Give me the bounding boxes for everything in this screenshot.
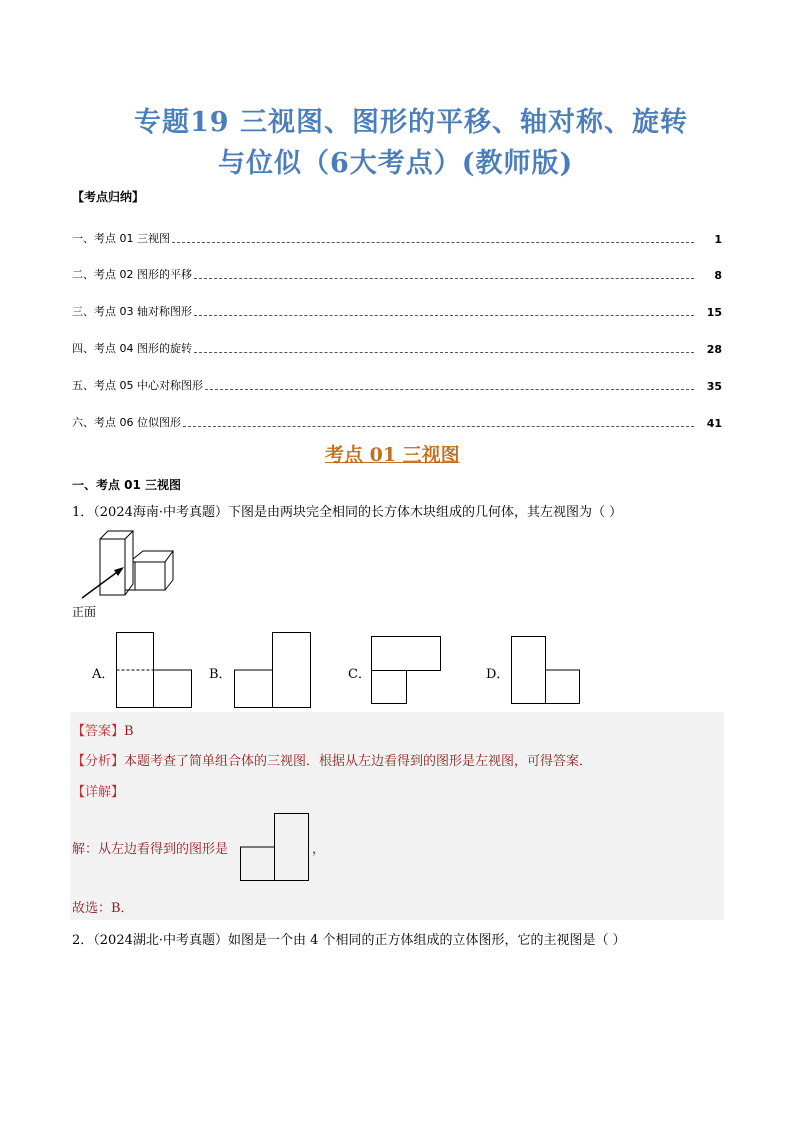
toc-leader xyxy=(194,278,694,279)
toc-item[interactable] xyxy=(72,414,722,430)
detail-figure xyxy=(240,813,310,881)
toc-item[interactable] xyxy=(72,340,722,356)
analysis-text: 本题考查了简单组合体的三视图．根据从左边看得到的图形是左视图，可得答案． xyxy=(124,754,593,769)
toc-item-label: 四、考点 04 图形的旋转 xyxy=(72,342,192,355)
toc-item-page: 1 xyxy=(714,233,722,246)
toc-item-label: 六、考点 06 位似图形 xyxy=(72,416,181,429)
detail-text: 解：从左边看得到的图形是 xyxy=(72,842,229,857)
option-a-figure[interactable] xyxy=(116,632,194,708)
toc-leader xyxy=(183,426,694,427)
option-b-figure[interactable] xyxy=(234,632,312,708)
analysis-line xyxy=(72,750,592,769)
toc-leader xyxy=(172,242,694,243)
question-1-text: 1．（2024海南·中考真题）下图是由两块完全相同的长方体木块组成的几何体，其左视图为（ ） xyxy=(72,505,623,520)
section-subheading: 一、考点 01 三视图 xyxy=(72,478,182,492)
toc-item-label: 一、考点 01 三视图 xyxy=(72,232,170,245)
toc-item-page: 8 xyxy=(714,269,722,282)
option-a-label[interactable]: A． xyxy=(92,667,115,682)
toc-item-page: 41 xyxy=(706,417,722,430)
front-label: 正面 xyxy=(72,605,97,619)
toc-item-label: 五、考点 05 中心对称图形 xyxy=(72,379,203,392)
option-c-label[interactable]: C． xyxy=(348,667,371,682)
detail-label: 【详解】 xyxy=(72,785,125,800)
toc-leader xyxy=(194,352,694,353)
option-c-figure[interactable] xyxy=(371,636,443,704)
toc-leader xyxy=(205,389,694,390)
toc-leader xyxy=(194,315,694,316)
answer-label: 【答案】 xyxy=(72,724,125,739)
toc-heading: 【考点归纳】 xyxy=(72,190,145,204)
toc-item-page: 35 xyxy=(706,380,722,393)
section-heading: 考点 01 三视图 xyxy=(325,444,460,466)
solid-figure xyxy=(70,528,190,608)
page-title-line1: 专题19 三视图、图形的平移、轴对称、旋转 xyxy=(134,107,688,138)
page-title-line2: 与位似（6大考点）(教师版) xyxy=(218,148,574,179)
answer-panel xyxy=(70,712,724,920)
toc-item[interactable] xyxy=(72,230,722,246)
detail-comma: ， xyxy=(312,842,326,857)
option-b-label[interactable]: B． xyxy=(209,667,232,682)
question-2-text: 2．（2024湖北·中考真题）如图是一个由 4 个相同的正方体组成的立体图形，它的主视图是（ ） xyxy=(72,933,626,948)
option-d-label[interactable]: D． xyxy=(486,667,510,682)
toc-item-label: 二、考点 02 图形的平移 xyxy=(72,268,192,281)
toc-item[interactable] xyxy=(72,377,722,393)
answer-line xyxy=(72,720,134,739)
toc-item-page: 28 xyxy=(706,343,722,356)
analysis-label: 【分析】 xyxy=(72,754,125,769)
toc-item[interactable] xyxy=(72,266,722,282)
option-d-figure[interactable] xyxy=(511,636,581,704)
answer-value: B xyxy=(124,724,134,739)
toc-item[interactable] xyxy=(72,303,722,319)
conclusion-text: 故选：B． xyxy=(72,901,134,916)
toc-item-page: 15 xyxy=(706,306,722,319)
toc-item-label: 三、考点 03 轴对称图形 xyxy=(72,305,192,318)
